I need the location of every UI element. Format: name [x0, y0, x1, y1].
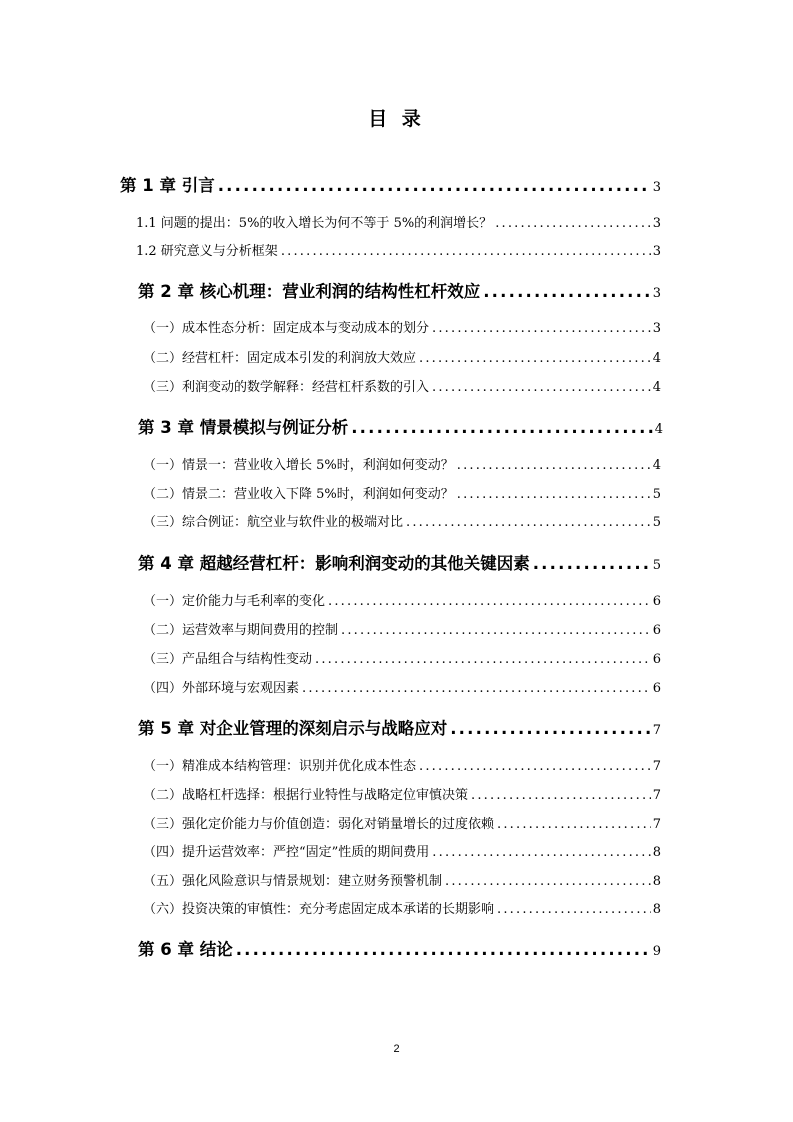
dot-leader	[432, 321, 651, 336]
toc-chapter-entry[interactable]	[138, 715, 661, 737]
toc-section-entry[interactable]	[143, 619, 661, 637]
toc-entry-text: 1.1 问题的提出：5%的收入增长为何不等于 5%的利润增长？	[136, 216, 493, 231]
dot-leader	[281, 244, 651, 259]
toc-entry-page: 7	[652, 817, 661, 832]
toc-entry-page: 5	[652, 558, 661, 573]
toc-section-entry[interactable]	[136, 240, 661, 258]
toc-section-entry[interactable]	[143, 376, 661, 394]
toc-entry-page: 9	[652, 944, 661, 959]
dot-leader	[341, 623, 651, 638]
toc-entry-text: （二）经营杠杆：固定成本引发的利润放大效应	[143, 351, 417, 366]
toc-entry-text: （二）运营效率与期间费用的控制	[143, 623, 339, 638]
toc-entry-text: （三）强化定价能力与价值创造：弱化对销量增长的过度依赖	[143, 817, 495, 832]
dot-leader	[483, 282, 651, 301]
toc-entry-text: 第 4 章 超越经营杠杆：影响利润变动的其他关键因素	[138, 554, 530, 573]
toc-title: 目 录	[368, 108, 425, 130]
toc-entry-text: （二）情景二：营业收入下降 5%时，利润如何变动？	[143, 487, 454, 502]
dot-leader	[406, 515, 651, 530]
toc-entry-text: 第 1 章 引言	[120, 176, 215, 195]
toc-chapter-entry[interactable]	[138, 550, 661, 572]
toc-entry-page: 6	[652, 623, 661, 638]
toc-entry-page: 3	[652, 244, 661, 259]
toc-entry-text: 第 2 章 核心机理：营业利润的结构性杠杆效应	[138, 282, 481, 301]
dot-leader	[497, 902, 651, 917]
toc-section-entry[interactable]	[143, 347, 661, 365]
toc-section-entry[interactable]	[143, 813, 661, 831]
dot-leader	[533, 554, 651, 573]
dot-leader	[302, 681, 651, 696]
toc-section-entry[interactable]	[143, 677, 661, 695]
toc-section-entry[interactable]	[143, 483, 661, 501]
toc-entry-page: 8	[652, 874, 661, 889]
toc-entry-text: （三）产品组合与结构性变动	[143, 652, 313, 667]
toc-entry-page: 7	[652, 788, 661, 803]
dot-leader	[432, 380, 651, 395]
dot-leader	[495, 216, 651, 231]
dot-leader	[218, 176, 651, 195]
toc-entry-page: 7	[652, 723, 661, 738]
dot-leader	[457, 458, 651, 473]
dot-leader	[328, 594, 651, 609]
toc-entry-text: 第 3 章 情景模拟与例证分析	[138, 418, 349, 437]
toc-entry-page: 3	[652, 216, 661, 231]
dot-leader	[315, 652, 651, 667]
toc-entry-text: （五）强化风险意识与情景规划：建立财务预警机制	[143, 874, 443, 889]
dot-leader	[471, 788, 651, 803]
toc-entry-page: 6	[652, 594, 661, 609]
toc-entry-text: （一）情景一：营业收入增长 5%时，利润如何变动？	[143, 458, 454, 473]
toc-entry-text: （一）精准成本结构管理：识别并优化成本性态	[143, 759, 417, 774]
toc-entry-text: （四）提升运营效率：严控“固定”性质的期间费用	[143, 845, 430, 860]
toc-entry-page: 4	[652, 351, 661, 366]
dot-leader	[497, 817, 651, 832]
toc-entry-page: 3	[652, 321, 661, 336]
toc-entry-page: 5	[652, 515, 661, 530]
toc-entry-page: 6	[652, 681, 661, 696]
toc-entry-text: （三）综合例证：航空业与软件业的极端对比	[143, 515, 404, 530]
toc-entry-text: （三）利润变动的数学解释：经营杠杆系数的引入	[143, 380, 430, 395]
toc-entry-text: 第 5 章 对企业管理的深刻启示与战略应对	[138, 719, 448, 738]
dot-leader	[457, 487, 651, 502]
toc-section-entry[interactable]	[143, 648, 661, 666]
toc-entry-text: （四）外部环境与宏观因素	[143, 681, 300, 696]
page-number: 2	[393, 1043, 400, 1055]
toc-chapter-entry[interactable]	[120, 172, 661, 194]
toc-section-entry[interactable]	[143, 755, 661, 773]
toc-entry-page: 8	[652, 902, 661, 917]
toc-entry-text: 1.2 研究意义与分析框架	[136, 244, 278, 259]
dot-leader	[450, 719, 651, 738]
toc-entry-page: 3	[652, 286, 661, 301]
toc-section-entry[interactable]	[143, 317, 661, 335]
dot-leader	[419, 351, 651, 366]
dot-leader	[351, 418, 653, 437]
toc-section-entry[interactable]	[143, 841, 661, 859]
dot-leader	[236, 940, 651, 959]
toc-section-entry[interactable]	[143, 590, 661, 608]
toc-entry-text: （一）成本性态分析：固定成本与变动成本的划分	[143, 321, 430, 336]
toc-entry-page: 4	[652, 380, 661, 395]
toc-entry-page: 7	[652, 759, 661, 774]
toc-entry-text: （一）定价能力与毛利率的变化	[143, 594, 326, 609]
toc-chapter-entry[interactable]	[138, 936, 661, 958]
toc-entry-text: （二）战略杠杆选择：根据行业特性与战略定位审慎决策	[143, 788, 469, 803]
toc-entry-page: 5	[652, 487, 661, 502]
toc-entry-text: （六）投资决策的审慎性：充分考虑固定成本承诺的长期影响	[143, 902, 495, 917]
toc-section-entry[interactable]	[143, 454, 661, 472]
toc-entry-page: 3	[652, 180, 661, 195]
toc-chapter-entry[interactable]	[138, 414, 663, 436]
toc-section-entry[interactable]	[143, 898, 661, 916]
toc-entry-page: 6	[652, 652, 661, 667]
toc-section-entry[interactable]	[143, 784, 661, 802]
toc-section-entry[interactable]	[143, 511, 661, 529]
toc-entry-text: 第 6 章 结论	[138, 940, 233, 959]
dot-leader	[445, 874, 651, 889]
toc-entry-page: 4	[652, 458, 661, 473]
dot-leader	[419, 759, 651, 774]
toc-section-entry[interactable]	[136, 212, 661, 230]
toc-entry-page: 8	[652, 845, 661, 860]
toc-entry-page: 4	[654, 422, 663, 437]
toc-chapter-entry[interactable]	[138, 278, 661, 300]
dot-leader	[432, 845, 650, 860]
toc-section-entry[interactable]	[143, 870, 661, 888]
